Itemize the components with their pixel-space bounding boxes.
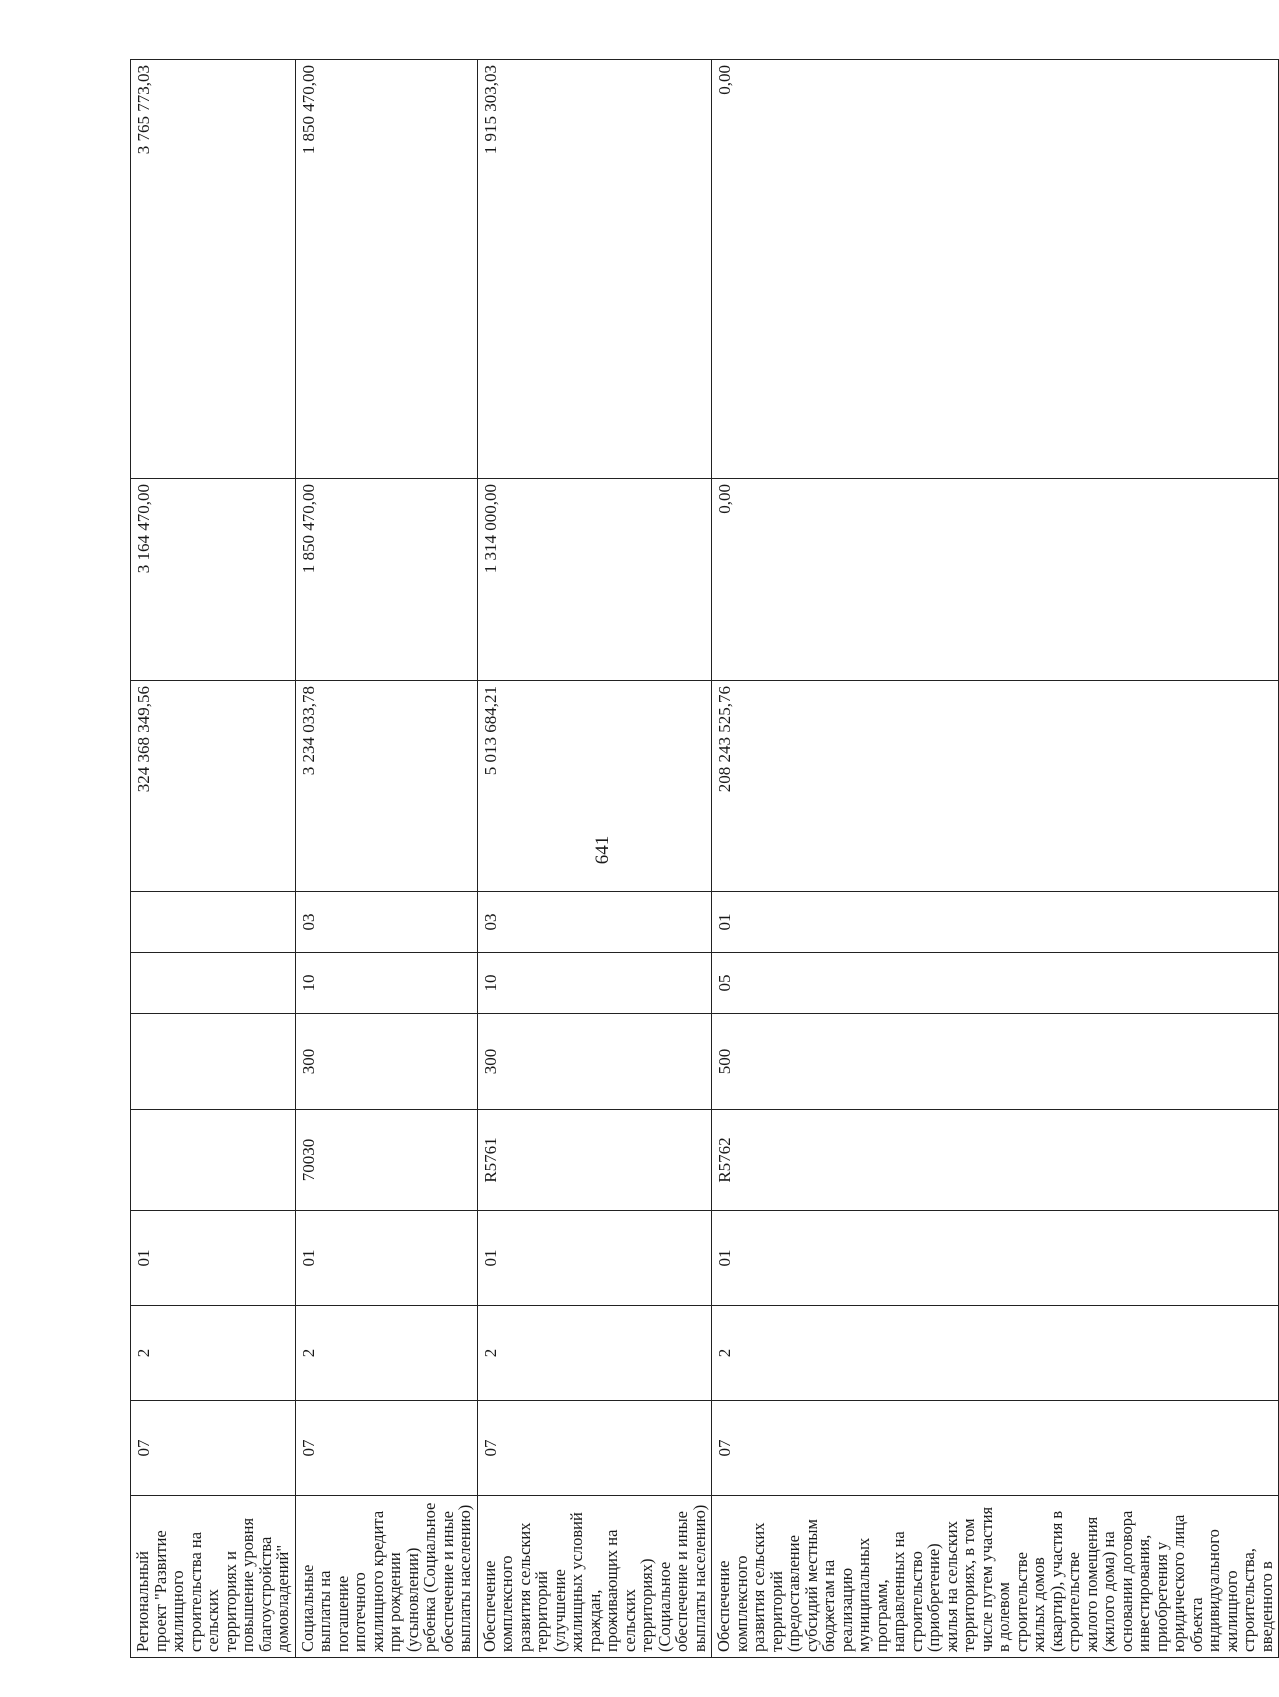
subsection-code: 01 bbox=[712, 892, 1279, 953]
ministry-code: 07 bbox=[131, 1401, 296, 1496]
budget-table bbox=[130, 59, 1279, 1658]
sum-2: 1 850 470,00 bbox=[295, 479, 477, 681]
sum-3: 3 765 773,03 bbox=[131, 60, 296, 479]
ministry-code: 07 bbox=[712, 1401, 1279, 1496]
section-code: 10 bbox=[477, 953, 712, 1014]
target-article-code bbox=[131, 1110, 296, 1211]
expense-type-code: 300 bbox=[295, 1014, 477, 1110]
sum-3: 1 915 303,03 bbox=[477, 60, 712, 479]
sum-3: 1 850 470,00 bbox=[295, 60, 477, 479]
sum-2: 3 164 470,00 bbox=[131, 479, 296, 681]
program-code: 2 bbox=[295, 1306, 477, 1401]
target-article-code: R5762 bbox=[712, 1110, 1279, 1211]
sum-1: 324 368 349,56 bbox=[131, 681, 296, 892]
program-code: 2 bbox=[712, 1306, 1279, 1401]
expense-type-code: 300 bbox=[477, 1014, 712, 1110]
section-code bbox=[131, 953, 296, 1014]
table-row bbox=[477, 60, 712, 1658]
sum-1: 3 234 033,78 bbox=[295, 681, 477, 892]
program-code: 2 bbox=[477, 1306, 712, 1401]
sum-1: 5 013 684,21 bbox=[477, 681, 712, 892]
budget-table-container bbox=[130, 60, 1276, 1658]
subprogram-code: 01 bbox=[131, 1211, 296, 1306]
subsection-code: 03 bbox=[477, 892, 712, 953]
table-row bbox=[295, 60, 477, 1658]
subprogram-code: 01 bbox=[295, 1211, 477, 1306]
target-article-code: R5761 bbox=[477, 1110, 712, 1211]
subsection-code bbox=[131, 892, 296, 953]
subprogram-code: 01 bbox=[477, 1211, 712, 1306]
ministry-code: 07 bbox=[477, 1401, 712, 1496]
ministry-code: 07 bbox=[295, 1401, 477, 1496]
row-description: Обеспечение комплексного развития сельских территорий (улучшение жилищных условий граждан, проживающих на сельских территориях) (Социальное обеспечение и иные выплаты населению) bbox=[477, 1496, 712, 1658]
expense-type-code bbox=[131, 1014, 296, 1110]
table-row bbox=[131, 60, 296, 1658]
target-article-code: 70030 bbox=[295, 1110, 477, 1211]
row-description: Социальные выплаты на погашение ипотечного жилищного кредита при рождении (усыновлении) ребенка (Социальное обеспечение и иные выплаты населению) bbox=[295, 1496, 477, 1658]
table-row bbox=[712, 60, 1279, 1658]
sum-1: 208 243 525,76 bbox=[712, 681, 1279, 892]
row-description: Обеспечение комплексного развития сельских территорий (предоставление субсидий местным бюджетам на реализацию муниципальных программ, направленных на строительство (приобретение) жилья на сельских территориях, в том числе путем участия в долевом строительстве жилых домов (квартир), участия в строительстве жилого помещения (жилого дома) на основании договора инвестирования, приобретения у юридического лица объекта индивидуального жилищного строительства, введенного в bbox=[712, 1496, 1279, 1658]
page-number: 641 bbox=[592, 835, 613, 865]
sum-3: 0,00 bbox=[712, 60, 1279, 479]
sum-2: 0,00 bbox=[712, 479, 1279, 681]
subprogram-code: 01 bbox=[712, 1211, 1279, 1306]
row-description: Региональный проект "Развитие жилищного строительства на сельских территориях и повышение уровня благоустройства домовладений" bbox=[131, 1496, 296, 1658]
section-code: 10 bbox=[295, 953, 477, 1014]
sum-2: 1 314 000,00 bbox=[477, 479, 712, 681]
program-code: 2 bbox=[131, 1306, 296, 1401]
subsection-code: 03 bbox=[295, 892, 477, 953]
expense-type-code: 500 bbox=[712, 1014, 1279, 1110]
section-code: 05 bbox=[712, 953, 1279, 1014]
